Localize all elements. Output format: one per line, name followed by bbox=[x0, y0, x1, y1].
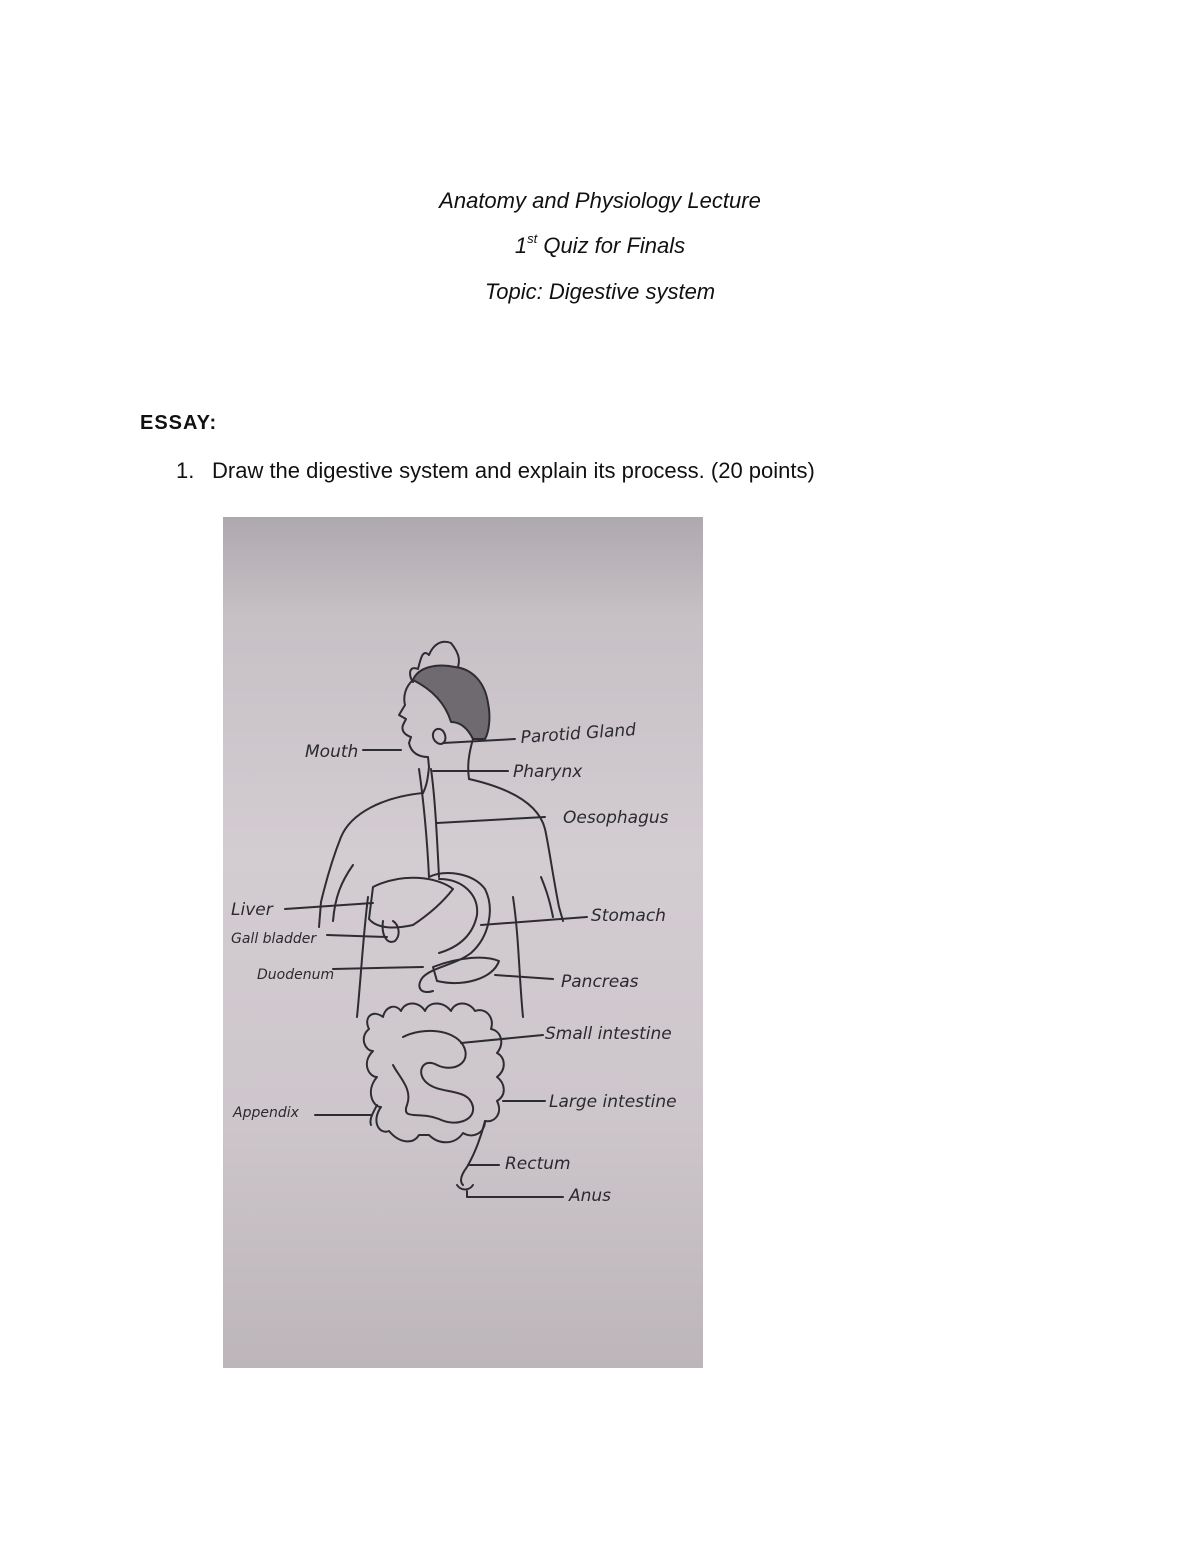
label-stomach: Stomach bbox=[591, 906, 666, 926]
digestive-system-sketch bbox=[223, 517, 703, 1368]
leader-anus bbox=[467, 1191, 563, 1197]
large-intestine bbox=[364, 1004, 504, 1143]
face-profile bbox=[399, 680, 429, 767]
stomach bbox=[419, 873, 489, 992]
pancreas bbox=[433, 958, 499, 983]
topic-line: Topic: Digestive system bbox=[484, 279, 716, 304]
stomach-inner bbox=[439, 879, 477, 953]
quiz-subtitle bbox=[0, 232, 1200, 260]
label-rectum: Rectum bbox=[505, 1154, 571, 1174]
label-small-intestine: Small intestine bbox=[545, 1024, 672, 1044]
leader-stomach bbox=[481, 917, 587, 925]
label-liver: Liver bbox=[231, 900, 273, 920]
rectum bbox=[461, 1121, 485, 1185]
question-number: 1. bbox=[176, 458, 195, 483]
digestive-system-drawing bbox=[223, 517, 703, 1368]
quiz-number: 1 bbox=[514, 233, 528, 258]
label-appendix: Appendix bbox=[233, 1105, 299, 1121]
liver bbox=[369, 878, 453, 928]
label-large-intestine: Large intestine bbox=[549, 1092, 677, 1112]
label-pharynx: Pharynx bbox=[513, 762, 583, 782]
leader-oesophagus bbox=[437, 817, 545, 823]
document-title: Anatomy and Physiology Lecture bbox=[439, 188, 761, 213]
anus bbox=[457, 1185, 473, 1190]
waist-right bbox=[513, 897, 523, 1017]
oesophagus-left bbox=[419, 769, 429, 877]
label-pancreas: Pancreas bbox=[561, 972, 639, 992]
label-mouth: Mouth bbox=[305, 742, 359, 762]
label-anus: Anus bbox=[569, 1186, 612, 1206]
leader-duodenum bbox=[333, 967, 423, 969]
label-duodenum: Duodenum bbox=[257, 967, 335, 983]
small-intestine bbox=[393, 1031, 473, 1123]
neck-back bbox=[468, 739, 473, 779]
gall-bladder bbox=[383, 921, 399, 942]
label-parotid-gland: Parotid Gland bbox=[519, 719, 637, 748]
leader-gall-bladder bbox=[327, 935, 387, 937]
hair bbox=[413, 666, 489, 739]
quiz-ordinal-suffix: st bbox=[527, 230, 538, 246]
quiz-rest: Quiz for Finals bbox=[537, 233, 686, 258]
question-text: Draw the digestive system and explain its process. (20 points) bbox=[212, 458, 815, 483]
arm-right-inner bbox=[541, 877, 553, 917]
label-gall-bladder: Gall bladder bbox=[231, 931, 317, 947]
waist-left bbox=[357, 897, 368, 1017]
ear bbox=[433, 729, 446, 744]
leader-pancreas bbox=[495, 975, 553, 979]
leader-liver bbox=[285, 903, 373, 909]
neck-front bbox=[423, 767, 429, 793]
essay-heading: ESSAY: bbox=[140, 412, 218, 434]
arm-left-inner bbox=[333, 865, 353, 921]
label-oesophagus: Oesophagus bbox=[563, 808, 669, 828]
question-item bbox=[176, 458, 815, 484]
